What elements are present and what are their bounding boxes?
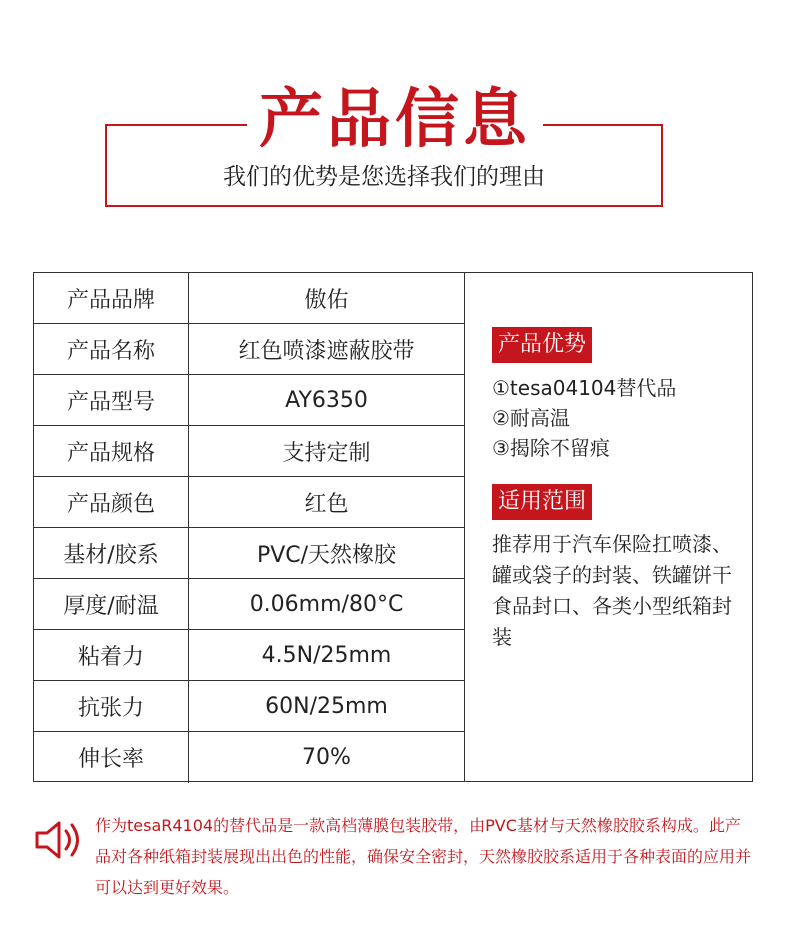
table-row — [34, 630, 464, 681]
spec-value: 60N/25mm — [265, 693, 388, 719]
table-row — [34, 375, 464, 426]
spec-label: 产品名称 — [34, 324, 189, 374]
note-text: 作为tesaR4104的替代品是一款高档薄膜包装胶带，由PVC基材与天然橡胶胶系构成。此产品对各种纸箱封装展现出出色的性能，确保安全密封，天然橡胶胶系适用于各种表面的应用并可以达到更好效果。 — [95, 816, 752, 897]
spec-value: 4.5N/25mm — [261, 642, 392, 668]
spec-label: 粘着力 — [34, 630, 189, 680]
usage-badge: 适用范围 — [492, 484, 592, 520]
spec-label: 伸长率 — [34, 732, 189, 783]
spec-label: 厚度/耐温 — [34, 579, 189, 629]
spec-label: 基材/胶系 — [34, 528, 189, 578]
table-row — [34, 681, 464, 732]
spec-value: 红色喷漆遮蔽胶带 — [238, 338, 415, 364]
spec-table — [33, 272, 753, 782]
advantage-item: ①tesa04104替代品 — [492, 376, 677, 400]
advantages-badge: 产品优势 — [492, 327, 592, 363]
spec-value: 70% — [302, 745, 351, 770]
spec-label: 抗张力 — [34, 681, 189, 731]
page-subtitle: 我们的优势是您选择我们的理由 — [223, 164, 545, 190]
advantages-list — [492, 373, 742, 463]
note-section — [33, 810, 753, 900]
spec-value: PVC/天然橡胶 — [256, 542, 397, 568]
page-title: 产品信息 — [247, 78, 543, 162]
table-row — [34, 732, 464, 783]
usage-text: 推荐用于汽车保险扛喷漆、罐或袋子的封装、铁罐饼干食品封口、各类小型纸箱封装 — [492, 532, 732, 649]
table-row — [34, 273, 464, 324]
spec-rows — [34, 273, 464, 781]
advantage-item: ②耐高温 — [492, 406, 570, 430]
spec-label: 产品规格 — [34, 426, 189, 476]
table-row — [34, 477, 464, 528]
spec-value: 支持定制 — [282, 440, 371, 466]
spec-label: 产品品牌 — [34, 273, 189, 323]
side-panel — [465, 273, 752, 781]
spec-value: 红色 — [304, 491, 349, 517]
table-row — [34, 579, 464, 630]
table-row — [34, 426, 464, 477]
spec-value: AY6350 — [285, 387, 368, 413]
header-title-wrap — [0, 78, 790, 162]
spec-label: 产品颜色 — [34, 477, 189, 527]
spec-value: 傲佑 — [304, 287, 349, 313]
spec-value: 0.06mm/80°C — [249, 591, 404, 617]
table-row — [34, 324, 464, 375]
advantage-item: ③揭除不留痕 — [492, 436, 610, 460]
spec-label: 产品型号 — [34, 375, 189, 425]
table-row — [34, 528, 464, 579]
speaker-icon — [33, 818, 83, 862]
